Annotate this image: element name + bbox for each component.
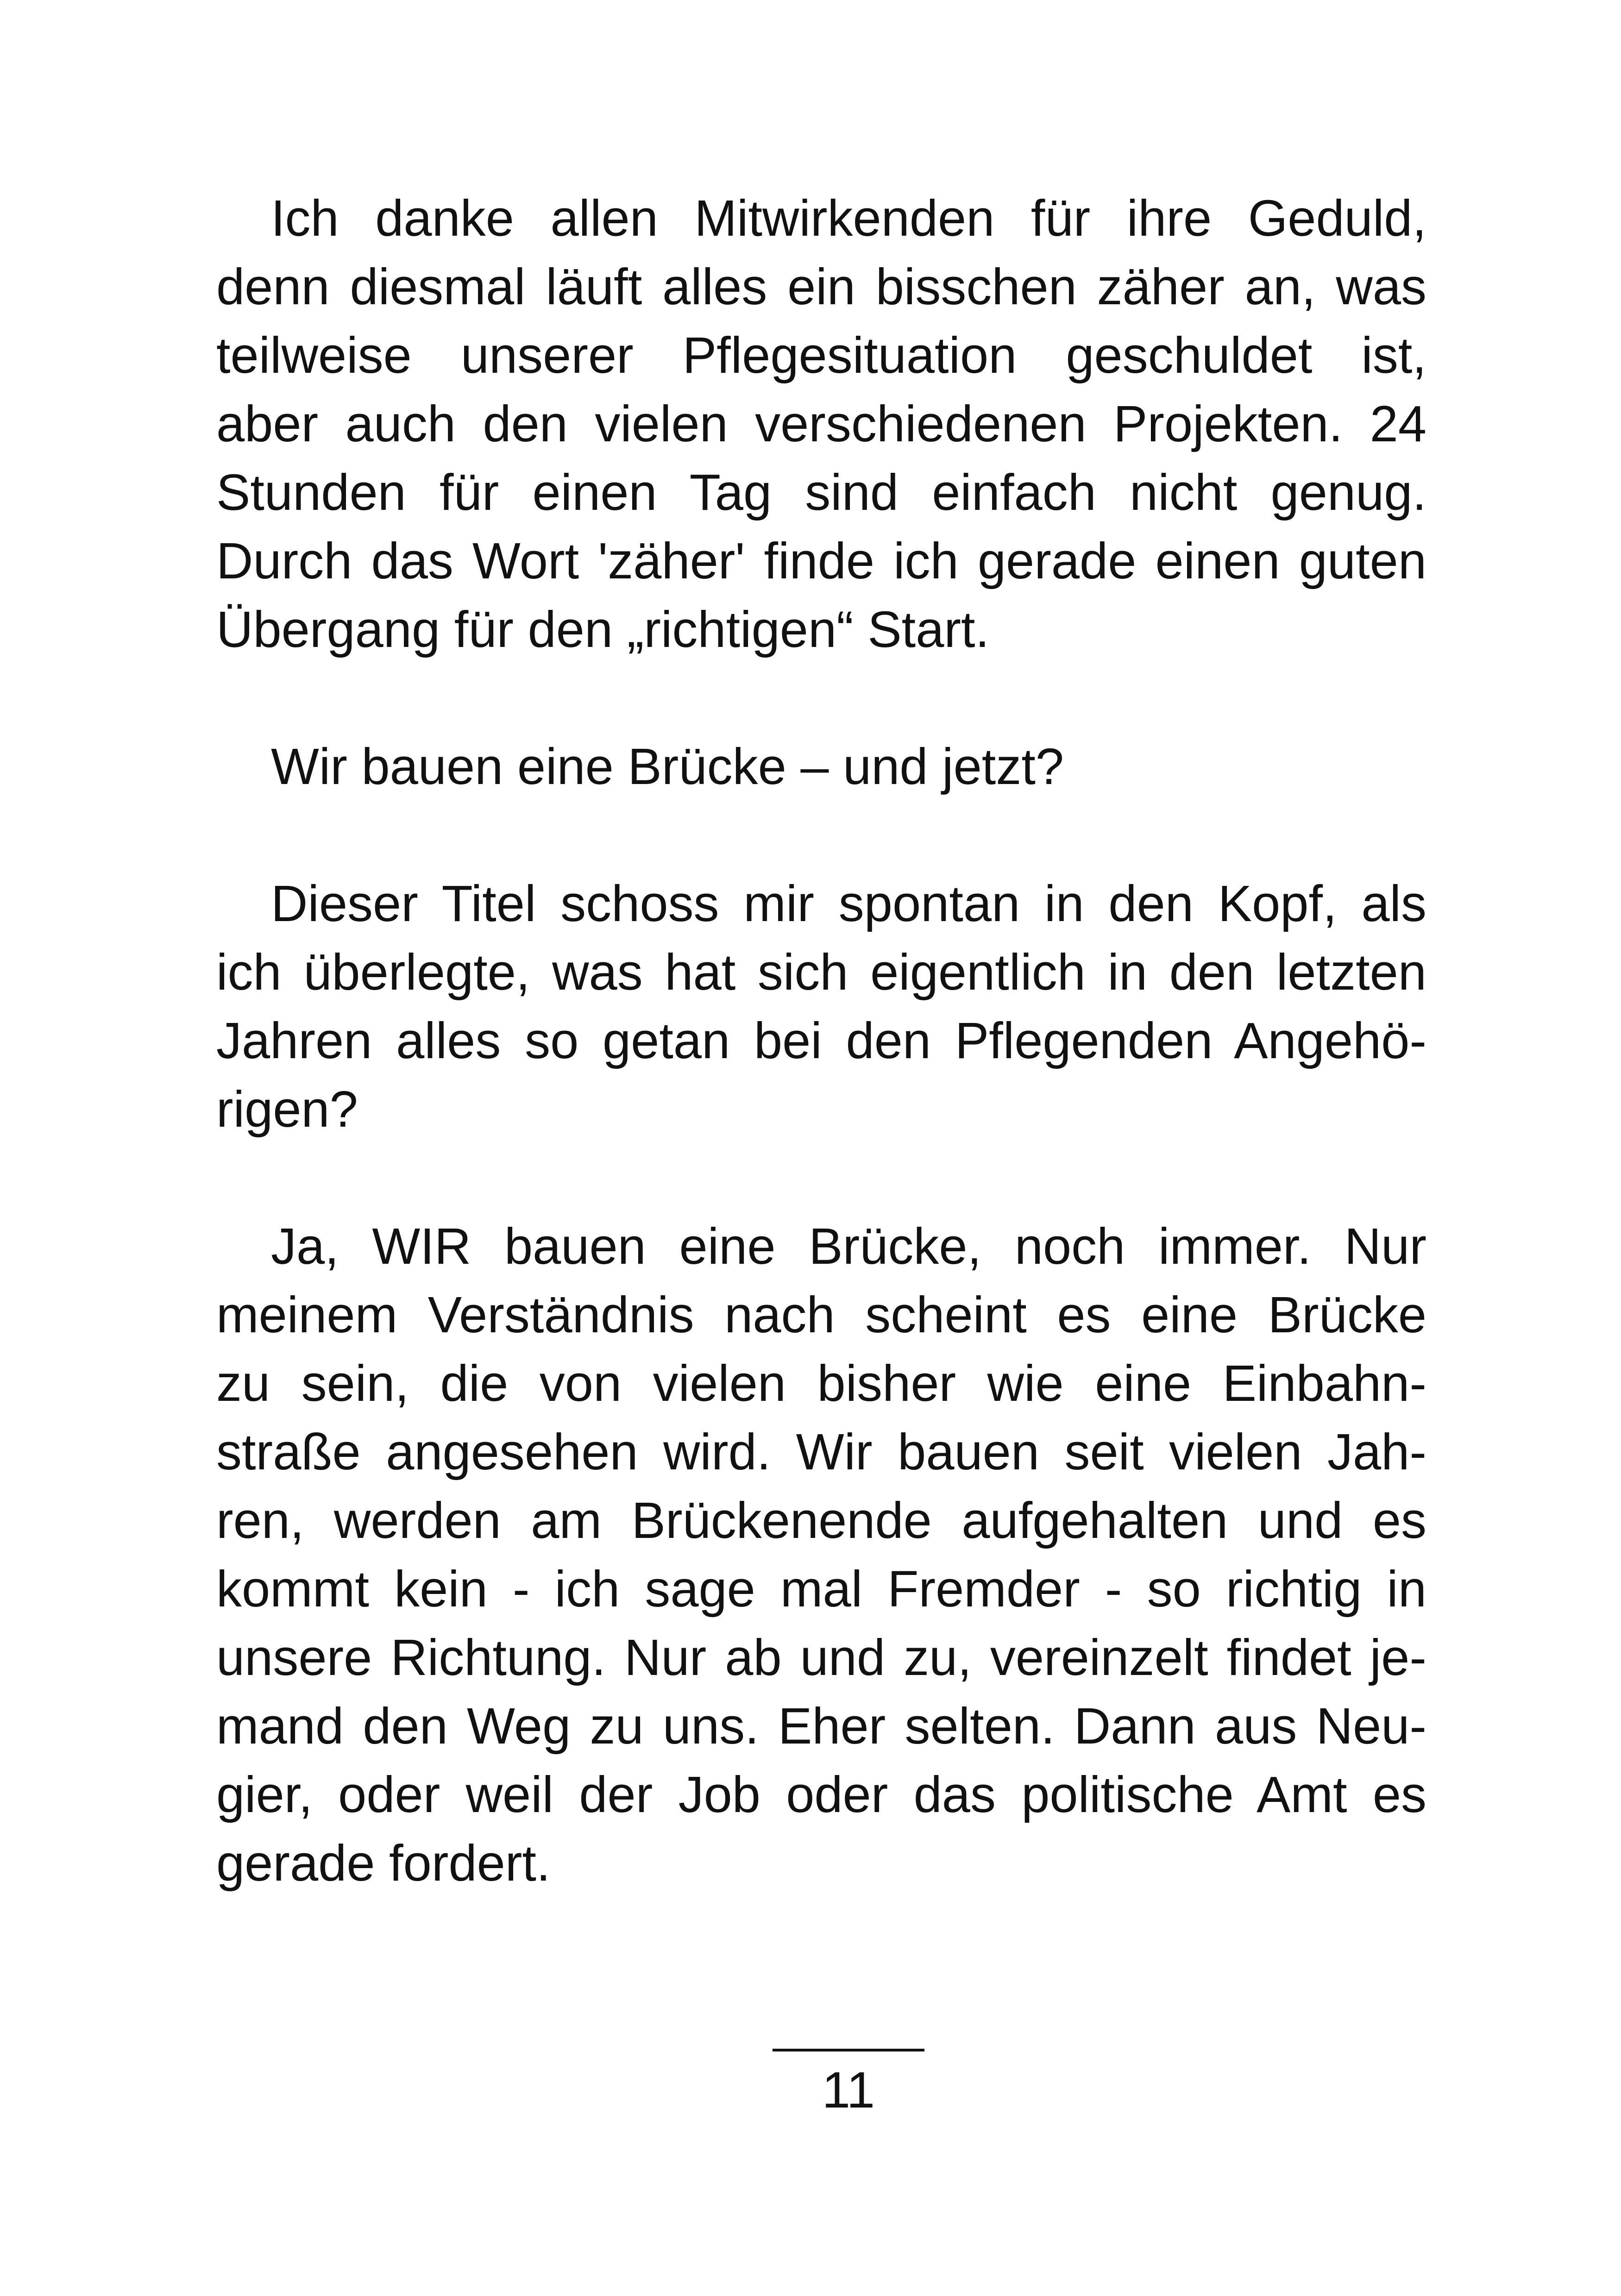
text-line: Stunden für einen Tag sind einfach nicht genug. <box>216 464 1426 521</box>
text-line: gerade fordert. <box>216 1835 551 1892</box>
text-line: straße angesehen wird. Wir bauen seit vielen Jah- <box>216 1424 1426 1480</box>
page-number: 11 <box>822 2062 875 2119</box>
text-line: Jahren alles so getan bei den Pflegenden Angehö- <box>216 1012 1426 1069</box>
text-line: Dieser Titel schoss mir spontan in den Kopf, als <box>271 875 1426 932</box>
paragraph-title-reflection <box>216 870 1426 1144</box>
body-text <box>216 184 1426 1966</box>
text-line: unsere Richtung. Nur ab und zu, vereinzelt findet je- <box>216 1629 1426 1686</box>
paragraph-bridge <box>216 1212 1426 1898</box>
text-line: kommt kein - ich sage mal Fremder - so richtig in <box>216 1561 1426 1618</box>
text-line: meinem Verständnis nach scheint es eine Brücke <box>216 1286 1426 1343</box>
text-line: ich überlegte, was hat sich eigentlich in den letzten <box>216 944 1426 1001</box>
text-line: Durch das Wort 'zäher' finde ich gerade einen guten <box>216 533 1426 590</box>
paragraph-title-line <box>216 733 1426 801</box>
footer-rule <box>773 2049 924 2051</box>
text-line: Ja, WIR bauen eine Brücke, noch immer. Nur <box>271 1218 1426 1275</box>
text-line: denn diesmal läuft alles ein bisschen zäher an, was <box>216 258 1426 315</box>
text-line: Übergang für den „richtigen“ Start. <box>216 601 990 658</box>
text-line: zu sein, die von vielen bisher wie eine Einbahn- <box>216 1355 1426 1412</box>
text-line: mand den Weg zu uns. Eher selten. Dann aus Neu- <box>216 1698 1426 1755</box>
text-line: teilweise unserer Pflegesituation geschuldet ist, <box>216 327 1426 384</box>
text-line: Ich danke allen Mitwirkenden für ihre Geduld, <box>271 190 1426 247</box>
text-line: gier, oder weil der Job oder das politische Amt es <box>216 1766 1426 1823</box>
text-line: Wir bauen eine Brücke – und jetzt? <box>271 738 1064 795</box>
text-line: rigen? <box>216 1081 358 1138</box>
text-line: aber auch den vielen verschiedenen Projekten. 24 <box>216 395 1426 452</box>
text-line: ren, werden am Brückenende aufgehalten und es <box>216 1492 1426 1549</box>
paragraph-acknowledgement <box>216 184 1426 664</box>
